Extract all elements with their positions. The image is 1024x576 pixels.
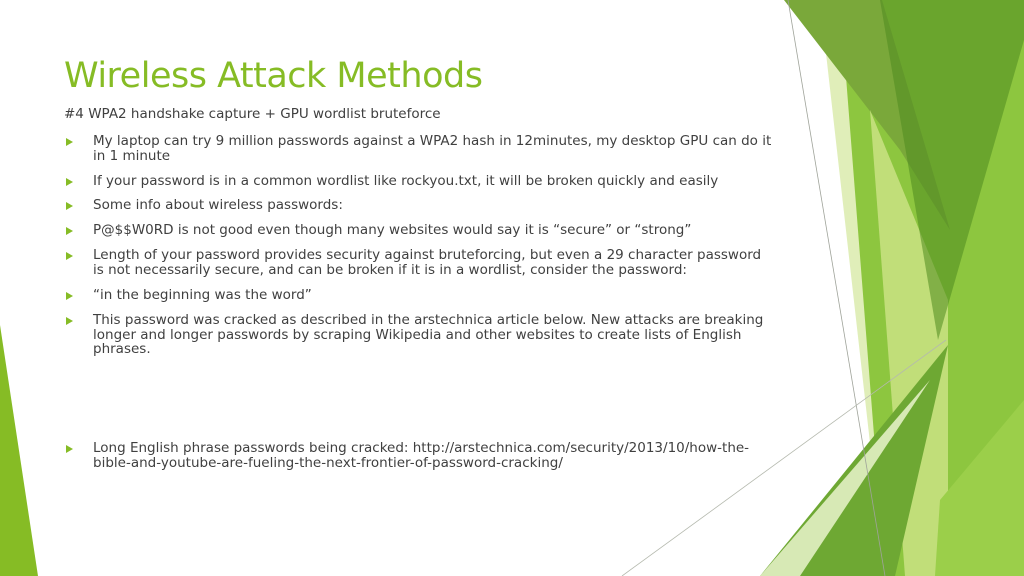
bullet-item: [66, 198, 776, 213]
bullet-arrow-icon: [66, 202, 73, 210]
slide-subtitle: #4 WPA2 handshake capture + GPU wordlist bruteforce: [64, 106, 441, 122]
bullet-text: Long English phrase passwords being cracked: http://arstechnica.com/security/2013/10/how-the-bible-and-youtube-are-fueling-the-next-frontier-of-password-cracking/: [93, 440, 750, 471]
bullet-arrow-icon: [66, 317, 73, 325]
bullet-text: Length of your password provides security against bruteforcing, but even a 29 character password is not necessarily secure, and can be broken if it is in a wordlist, consider the password:: [93, 247, 762, 278]
bullet-text: My laptop can try 9 million passwords against a WPA2 hash in 12minutes, my desktop GPU can do it in 1 minute: [93, 133, 772, 164]
bullet-arrow-icon: [66, 252, 73, 260]
bullet-item: [66, 248, 776, 277]
bullet-arrow-icon: [66, 445, 73, 453]
bullet-item: [66, 223, 776, 238]
bullet-arrow-icon: [66, 292, 73, 300]
bullet-text: This password was cracked as described in the arstechnica article below. New attacks are breaking longer and longer passwords by scraping Wikipedia and other websites to create lists of English phrases.: [93, 312, 764, 358]
bullet-item: [66, 174, 776, 189]
bullet-text: P@$$W0RD is not good even though many websites would say it is “secure” or “strong”: [93, 222, 692, 238]
bullet-item: [66, 313, 776, 357]
bullet-text: If your password is in a common wordlist like rockyou.txt, it will be broken quickly and easily: [93, 173, 719, 189]
bullet-arrow-icon: [66, 227, 73, 235]
bullet-arrow-icon: [66, 178, 73, 186]
bullet-text: Some info about wireless passwords:: [93, 197, 343, 213]
bullet-item: [66, 288, 776, 303]
left-sliver: [0, 325, 38, 576]
slide-title: Wireless Attack Methods: [64, 56, 483, 96]
bullet-item: [66, 134, 776, 163]
bullet-item: [66, 441, 776, 470]
bullet-text: “in the beginning was the word”: [93, 287, 312, 303]
bullet-arrow-icon: [66, 138, 73, 146]
